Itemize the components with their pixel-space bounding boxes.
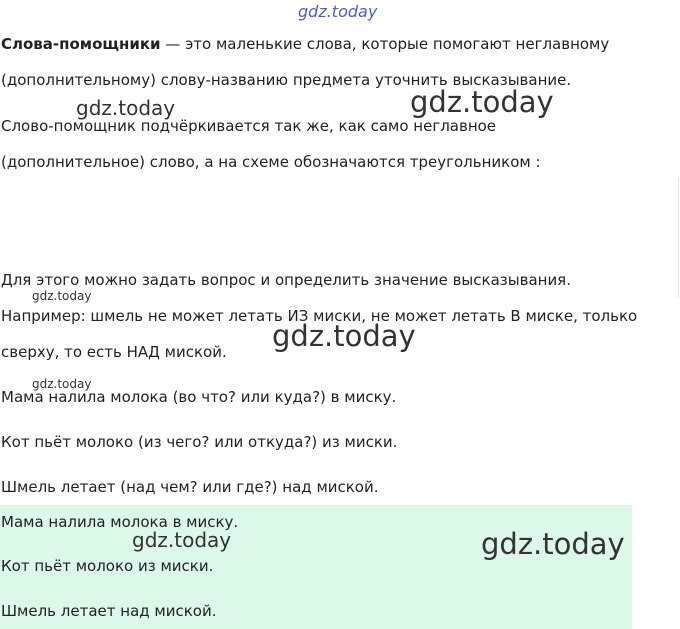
answer-line-2: Кот пьёт молоко из миски. — [1, 557, 214, 575]
term-bold: Слова-помощники — [1, 35, 161, 53]
intro-line-1-rest: — это маленькие слова, которые помогают неглавному — [160, 35, 610, 53]
watermark: gdz.today — [76, 96, 176, 120]
question-line-2: Кот пьёт молоко (из чего? или откуда?) из миски. — [1, 433, 398, 451]
answer-line-3: Шмель летает над миской. — [1, 602, 217, 620]
divider-rule — [678, 178, 679, 298]
intro-line-4: (дополнительное) слово, а на схеме обозначаются треугольником : — [1, 153, 541, 171]
explanation-line-2: Например: шмель не может летать ИЗ миски, не может летать В миске, только — [1, 307, 638, 325]
watermark: gdz.today — [32, 289, 92, 303]
explanation-line-3: сверху, то есть НАД миской. — [1, 343, 227, 361]
watermark: gdz.today — [132, 528, 232, 552]
intro-line-1 — [1, 34, 609, 54]
question-line-3: Шмель летает (над чем? или где?) над миской. — [1, 478, 379, 496]
explanation-line-1: Для этого можно задать вопрос и определить значение высказывания. — [1, 271, 571, 289]
watermark-top: gdz.today — [298, 2, 378, 21]
intro-line-3: Слово-помощник подчёркивается так же, как само неглавное — [1, 117, 497, 135]
answer-line-1: Мама налила молока в миску. — [1, 513, 239, 531]
question-line-1: Мама налила молока (во что? или куда?) в миску. — [1, 388, 397, 406]
watermark: gdz.today — [32, 377, 92, 391]
watermark: gdz.today — [272, 319, 416, 353]
watermark: gdz.today — [410, 85, 554, 119]
watermark: gdz.today — [481, 527, 625, 561]
intro-line-2: (дополнительному) слову-названию предмета уточнить высказывание. — [1, 71, 572, 89]
